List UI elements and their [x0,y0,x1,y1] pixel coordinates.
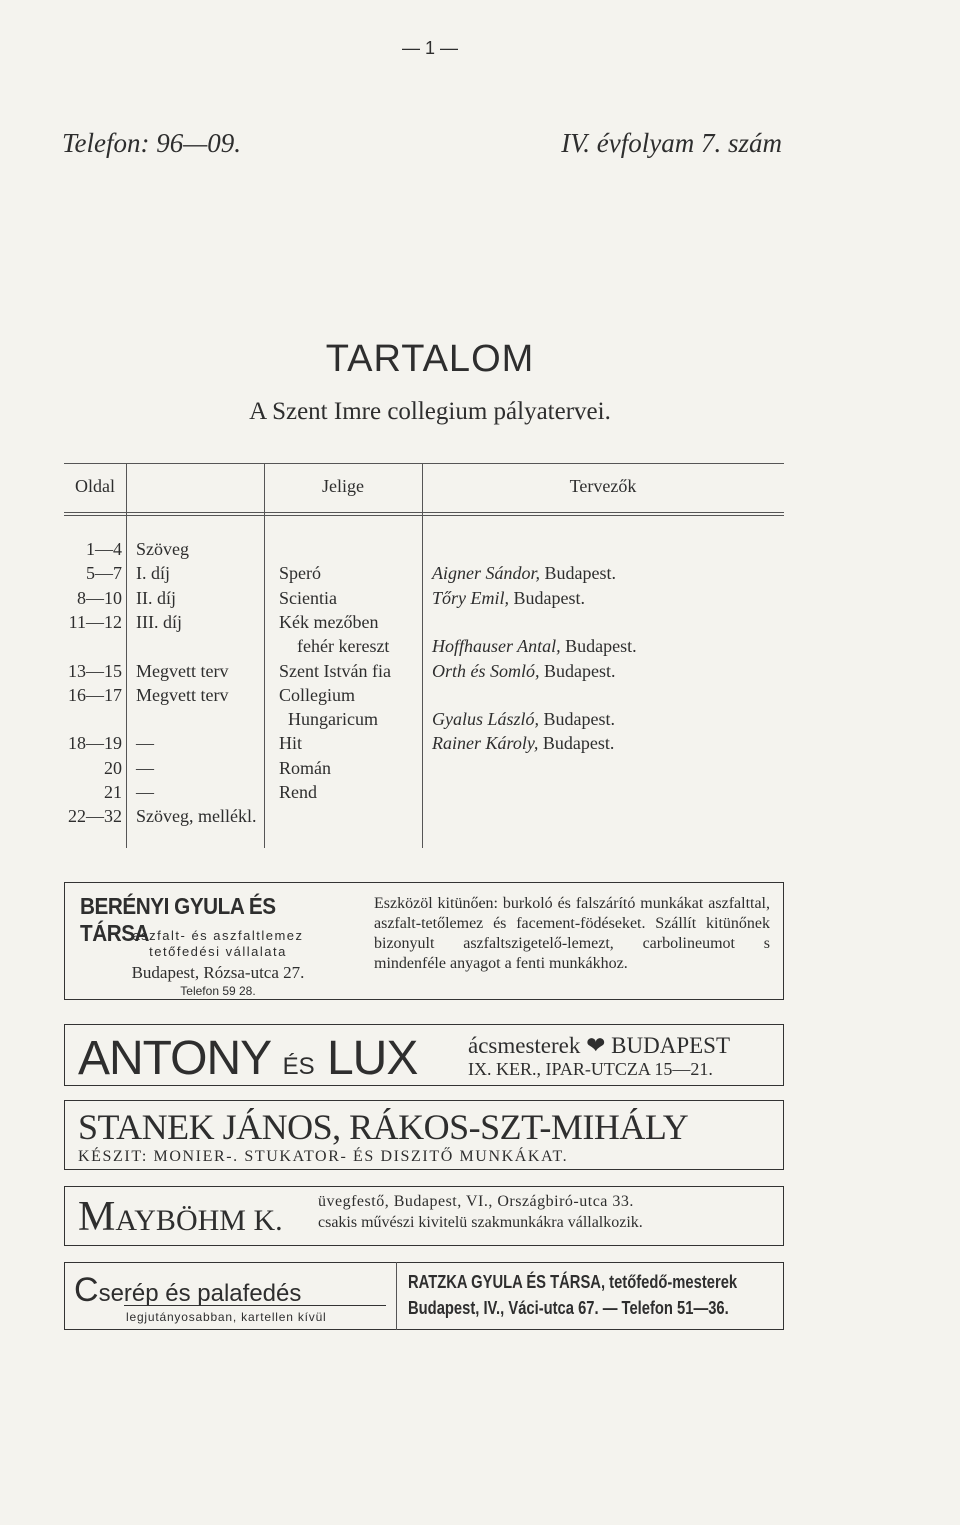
antony-name-es: ÉS [282,1053,315,1080]
toc-jelige: Hit [279,733,303,754]
stanek-sub: KÉSZIT: MONIER-. STUKATOR- ÉS DISZITŐ MUNKÁKAT. [78,1148,569,1165]
toc-jelige: Kék mezőben [279,611,379,632]
toc-oldal: 1—4 [86,539,122,559]
table-row [0,660,960,682]
table-row [0,635,960,657]
toc-tervezo [432,708,615,730]
berenyi-text: Eszközöl kitünően: burkoló és falszárító munkákat aszfalttal, aszfalt-tetőlemez és facement-födéseket. Szállít kitünőnek bizonyult aszfaltszigetelő-lemezt, carbolineumot s mindenféle anyagot a fenti munkákhoz. [374,895,770,972]
cserep-sub: legjutányosabban, kartellen kívül [126,1310,327,1324]
antony-name-1: ANTONY [78,1032,271,1085]
ratzka-line2: Budapest, IV., Váci-utca 67. — Telefon 51—36. [408,1298,729,1318]
mayer-name-rest: AYBÖHM K. [115,1204,283,1237]
toc-oldal: 22—32 [68,806,122,827]
toc-szoveg: I. díj [136,563,170,584]
toc-oldal: 16—17 [68,684,122,705]
toc-tervezo [432,732,614,754]
table-header-rule-2 [64,515,784,516]
toc-szoveg: Megvett terv [136,660,229,681]
toc-jelige: fehér kereszt [297,636,390,657]
toc-jelige: Hungaricum [288,709,378,730]
berenyi-name: BERÉNYI GYULA ÉS TÁRSA [80,893,276,946]
toc-jelige: Speró [279,563,321,584]
toc-oldal: 21 [104,782,122,802]
toc-jelige: Rend [279,782,317,802]
header-phone: Telefon: 96—09. [62,128,242,158]
toc-oldal: 11—12 [68,611,122,632]
tervezo-name: Aigner Sándor, [432,563,540,584]
table-header-rule [64,512,784,513]
tervezo-name: Tőry Emil, [432,587,510,608]
toc-oldal: 13—15 [68,660,122,681]
toc-tervezo [432,660,616,682]
antony-name-2: LUX [326,1032,418,1085]
cserep-underline [124,1305,386,1306]
page-subtitle: A Szent Imre collegium pályatervei. [249,398,611,425]
table-row [0,562,960,584]
toc-szoveg: Szöveg [136,539,189,559]
toc-tervezo [432,587,585,609]
cserep-divider [396,1262,397,1330]
tervezo-city: Budapest. [543,709,616,730]
antony-line2: IX. KER., IPAR-UTCZA 15—21. [468,1059,713,1079]
table-row [0,538,960,560]
toc-szoveg: II. díj [136,587,176,608]
toc-oldal: 20 [104,757,122,778]
tervezo-city: Budapest. [542,733,615,754]
toc-szoveg: — [136,733,154,754]
column-header-oldal: Oldal [75,476,115,496]
header-issue: IV. évfolyam 7. szám [561,128,782,158]
toc-tervezo [432,635,637,657]
berenyi-address: Budapest, Rózsa-utca 27. [131,963,305,982]
toc-jelige: Scientia [279,587,337,608]
toc-tervezo [432,562,616,584]
table-row [0,587,960,609]
tervezo-city: Budapest. [565,636,637,657]
page-number: — 1 — [401,38,458,58]
toc-szoveg: — [136,782,154,802]
stanek-name: STANEK JÁNOS, RÁKOS-SZT-MIHÁLY [78,1107,689,1147]
cserep-initial: C [74,1271,99,1309]
berenyi-phone: Telefon 59 28. [180,984,256,998]
mayer-initial: M [78,1194,116,1240]
toc-jelige: Collegium [279,684,355,705]
toc-szoveg: Megvett terv [136,684,229,705]
tervezo-name: Orth és Somló, [432,660,540,681]
toc-szoveg: III. díj [136,611,182,632]
column-header-jelige: Jelige [322,476,364,496]
toc-jelige: Román [279,757,331,778]
mayer-line1: üvegfestő, Budapest, VI., Országbiró-utca 33. [318,1193,634,1210]
table-row [0,781,960,803]
tervezo-city: Budapest. [513,587,586,608]
toc-szoveg: Szöveg, mellékl. [136,806,257,827]
toc-szoveg: — [136,757,154,778]
table-row [0,708,960,730]
table-row [0,684,960,706]
tervezo-name: Rainer Károly, [432,733,539,754]
toc-oldal: 18—19 [68,733,122,754]
page-title: TARTALOM [325,338,535,380]
toc-oldal: 8—10 [77,587,122,608]
toc-jelige: Szent István fia [279,660,391,681]
berenyi-line1: aszfalt- és aszfaltlemez [132,928,304,943]
cserep-name-rest: serép és palafedés [98,1280,302,1307]
table-row [0,805,960,827]
mayer-name [78,1193,283,1241]
mayer-line2: csakis művészi kivitelü szakmunkákra vállalkozik. [318,1214,643,1231]
table-row [0,757,960,779]
tervezo-name: Gyalus László, [432,709,540,730]
table-row [0,611,960,633]
toc-oldal: 5—7 [86,563,122,584]
ratzka-line1: RATZKA GYULA ÉS TÁRSA, tetőfedő-mesterek [408,1272,738,1292]
antony-line1: ácsmesterek ❤ BUDAPEST [468,1033,731,1058]
tervezo-city: Budapest. [544,563,616,584]
berenyi-line2: tetőfedési vállalata [149,944,287,959]
antony-lux-name [78,1031,417,1086]
tervezo-name: Hoffhauser Antal, [432,636,561,657]
column-header-tervezok: Tervezők [569,476,637,496]
table-top-rule [64,463,784,464]
table-row [0,732,960,754]
tervezo-city: Budapest. [544,660,616,681]
